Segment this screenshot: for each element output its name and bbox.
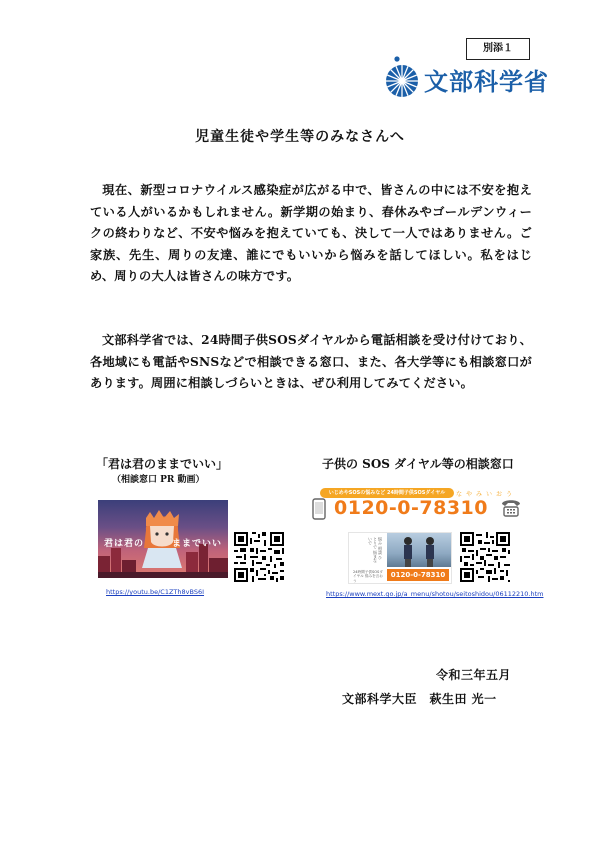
poster-phone-number: 0120-0-78310 <box>387 569 449 581</box>
mext-logo <box>384 56 554 100</box>
sos-poster-image <box>348 532 452 584</box>
poster-photo <box>387 533 452 567</box>
paragraph-2-text: 文部科学省では、24時間子供SOSダイヤルから電話相談を受け付けており、各地域にも電話やSNSなどで相談できる窓口、また、各大学等にも相談窓口があります。周囲に相談しづらいときは、ぜひ利用してみてください。 <box>90 333 532 390</box>
video-caption-left: 君は君の <box>104 539 145 549</box>
sos-dial-banner[interactable] <box>308 488 522 522</box>
sos-link[interactable]: https://www.mext.go.jp/a_menu/shotou/seitoshidou/06112210.htm <box>326 590 544 598</box>
sos-banner-hiragana: なやみいおう <box>456 491 517 498</box>
date: 令和三年五月 <box>436 668 512 682</box>
sos-phone-number: 0120-0-78310 <box>334 497 488 519</box>
poster-vertical-text: 悩み 相談 ひとりで 悩まないで <box>368 537 383 563</box>
paragraph-1-text: 現在、新型コロナウイルス感染症が広がる中で、皆さんの中には不安を抱えている人がいるかもしれません。新学期の始まり、春休みやゴールデンウィークの終わりなど、不安や悩みを抱えていても、決して一人ではありません。ご家族、先生、周りの友達、誰にでもいいから悩みを話してほしい。私をはじめ、周りの大人は皆さんの味方です。 <box>90 183 532 283</box>
poster-small-text: 24時間子供SOSダイヤル 悩みを言おう <box>353 570 383 583</box>
sos-banner-badge: いじめやSOSの悩みなど 24時間子供SOSダイヤル <box>320 488 454 498</box>
video-caption-right: ままでいい <box>171 539 222 549</box>
signature: 文部科学大臣 萩生田 光一 <box>342 692 497 706</box>
video-qr-code-icon[interactable] <box>234 532 284 582</box>
video-subheading: （相談窓口 PR 動画） <box>112 475 205 485</box>
sos-heading: 子供の SOS ダイヤル等の相談窓口 <box>322 457 514 471</box>
student-figure-icon <box>401 536 415 567</box>
pr-video-thumbnail[interactable] <box>98 500 228 578</box>
video-heading: 「君は君のままでいい」 <box>96 457 229 471</box>
page-title: 児童生徒や学生等のみなさんへ <box>195 129 405 145</box>
paragraph-1 <box>90 180 532 288</box>
video-link[interactable]: https://youtu.be/C1ZTh8vBS6I <box>106 588 205 596</box>
paragraph-2 <box>90 330 532 395</box>
sos-qr-code-icon[interactable] <box>460 532 510 582</box>
attachment-label: 別添１ <box>466 38 530 60</box>
video-caption <box>104 536 222 549</box>
mext-logo-text: 文部科学省 <box>424 68 549 96</box>
student-figure-icon <box>423 536 437 567</box>
telephone-icon <box>500 496 522 518</box>
smartphone-icon <box>310 498 328 520</box>
mext-emblem-icon <box>384 56 420 100</box>
